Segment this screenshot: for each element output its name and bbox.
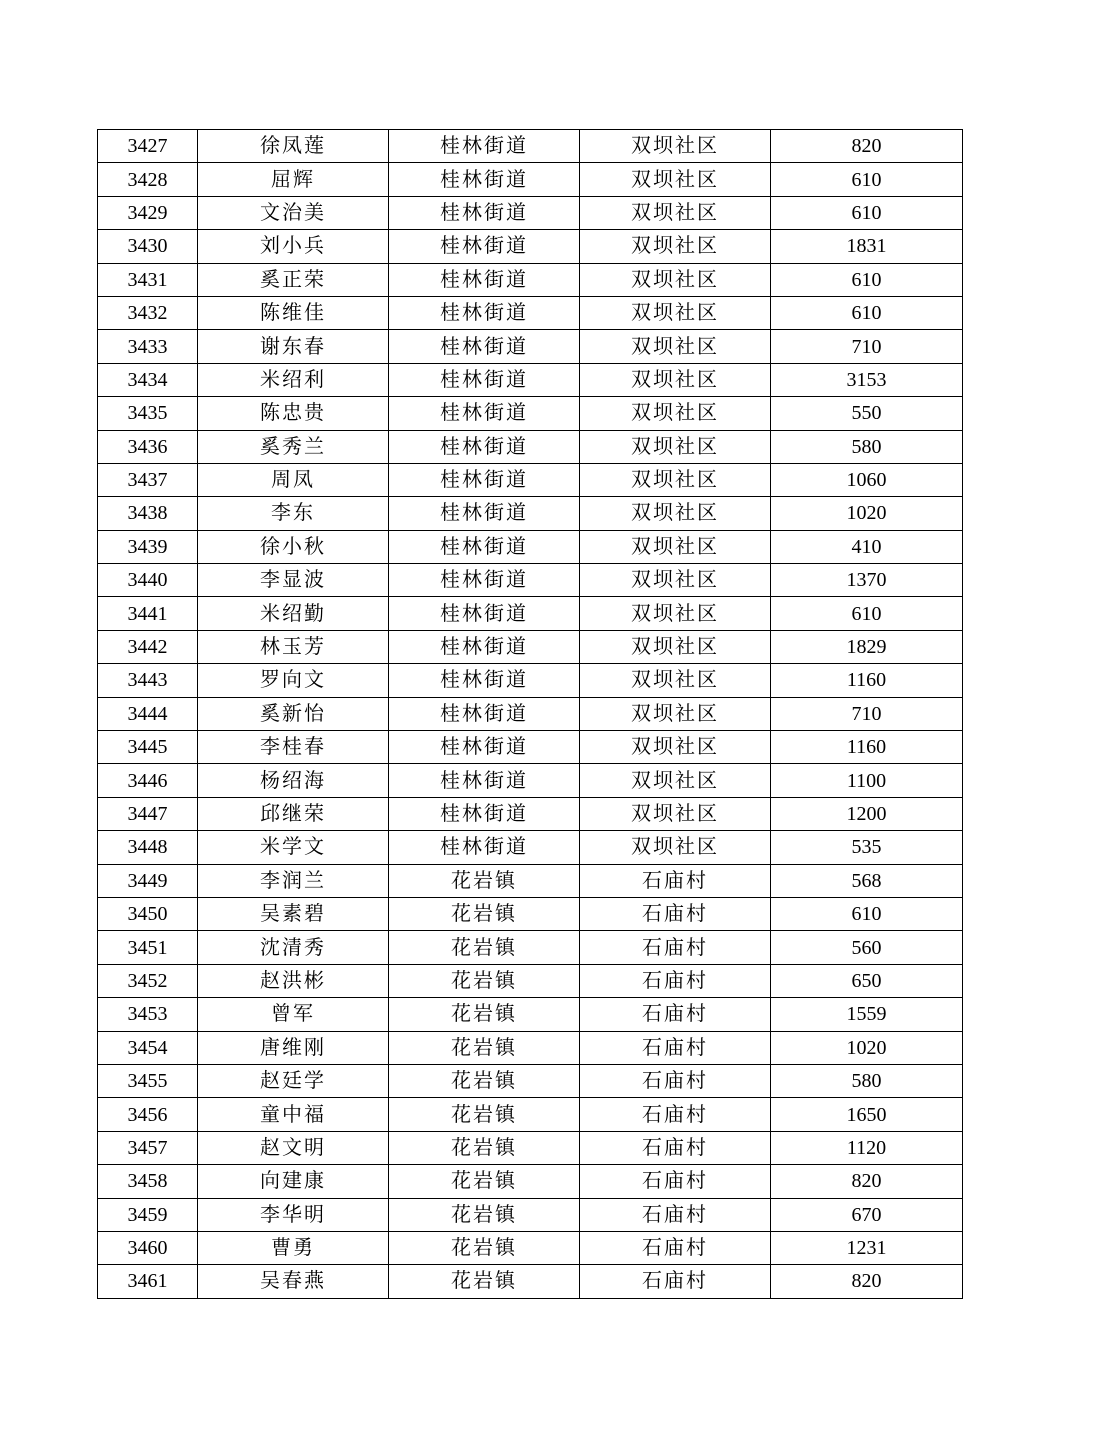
serial-number-cell: 3457 <box>98 1131 198 1164</box>
serial-number-cell: 3458 <box>98 1165 198 1198</box>
community-cell: 双坝社区 <box>580 296 771 329</box>
community-cell: 双坝社区 <box>580 564 771 597</box>
serial-number-cell: 3428 <box>98 163 198 196</box>
table-row <box>98 664 963 697</box>
serial-number-cell: 3453 <box>98 998 198 1031</box>
table-row <box>98 1165 963 1198</box>
community-cell: 双坝社区 <box>580 430 771 463</box>
street-cell: 桂林街道 <box>389 731 580 764</box>
name-cell: 林玉芳 <box>198 630 389 663</box>
serial-number-cell: 3443 <box>98 664 198 697</box>
table-row <box>98 130 963 163</box>
table-row <box>98 497 963 530</box>
amount-cell: 820 <box>771 1265 963 1298</box>
roster-table <box>97 129 963 1299</box>
amount-cell: 1370 <box>771 564 963 597</box>
street-cell: 桂林街道 <box>389 497 580 530</box>
community-cell: 双坝社区 <box>580 597 771 630</box>
community-cell: 石庙村 <box>580 897 771 930</box>
name-cell: 奚正荣 <box>198 263 389 296</box>
table-row <box>98 764 963 797</box>
serial-number-cell: 3442 <box>98 630 198 663</box>
street-cell: 桂林街道 <box>389 530 580 563</box>
street-cell: 桂林街道 <box>389 797 580 830</box>
serial-number-cell: 3437 <box>98 463 198 496</box>
community-cell: 双坝社区 <box>580 664 771 697</box>
community-cell: 双坝社区 <box>580 530 771 563</box>
community-cell: 双坝社区 <box>580 697 771 730</box>
street-cell: 桂林街道 <box>389 697 580 730</box>
street-cell: 花岩镇 <box>389 1064 580 1097</box>
community-cell: 双坝社区 <box>580 797 771 830</box>
name-cell: 杨绍海 <box>198 764 389 797</box>
street-cell: 花岩镇 <box>389 1198 580 1231</box>
amount-cell: 1231 <box>771 1231 963 1264</box>
name-cell: 文治美 <box>198 196 389 229</box>
amount-cell: 820 <box>771 1165 963 1198</box>
community-cell: 双坝社区 <box>580 130 771 163</box>
name-cell: 赵洪彬 <box>198 964 389 997</box>
serial-number-cell: 3461 <box>98 1265 198 1298</box>
community-cell: 石庙村 <box>580 1231 771 1264</box>
street-cell: 花岩镇 <box>389 998 580 1031</box>
amount-cell: 820 <box>771 130 963 163</box>
street-cell: 桂林街道 <box>389 196 580 229</box>
community-cell: 双坝社区 <box>580 230 771 263</box>
community-cell: 双坝社区 <box>580 831 771 864</box>
amount-cell: 1559 <box>771 998 963 1031</box>
name-cell: 赵廷学 <box>198 1064 389 1097</box>
amount-cell: 610 <box>771 597 963 630</box>
name-cell: 曾军 <box>198 998 389 1031</box>
table-row <box>98 1198 963 1231</box>
street-cell: 桂林街道 <box>389 296 580 329</box>
amount-cell: 610 <box>771 296 963 329</box>
street-cell: 桂林街道 <box>389 397 580 430</box>
amount-cell: 3153 <box>771 363 963 396</box>
serial-number-cell: 3451 <box>98 931 198 964</box>
amount-cell: 670 <box>771 1198 963 1231</box>
community-cell: 双坝社区 <box>580 397 771 430</box>
serial-number-cell: 3434 <box>98 363 198 396</box>
street-cell: 花岩镇 <box>389 1031 580 1064</box>
table-row <box>98 530 963 563</box>
name-cell: 刘小兵 <box>198 230 389 263</box>
community-cell: 石庙村 <box>580 1098 771 1131</box>
amount-cell: 610 <box>771 897 963 930</box>
table-row <box>98 330 963 363</box>
name-cell: 李显波 <box>198 564 389 597</box>
street-cell: 桂林街道 <box>389 630 580 663</box>
name-cell: 曹勇 <box>198 1231 389 1264</box>
amount-cell: 1160 <box>771 731 963 764</box>
table-row <box>98 864 963 897</box>
community-cell: 石庙村 <box>580 1031 771 1064</box>
amount-cell: 1100 <box>771 764 963 797</box>
street-cell: 花岩镇 <box>389 931 580 964</box>
community-cell: 双坝社区 <box>580 163 771 196</box>
name-cell: 赵文明 <box>198 1131 389 1164</box>
serial-number-cell: 3430 <box>98 230 198 263</box>
name-cell: 沈清秀 <box>198 931 389 964</box>
serial-number-cell: 3444 <box>98 697 198 730</box>
community-cell: 双坝社区 <box>580 263 771 296</box>
name-cell: 米绍勤 <box>198 597 389 630</box>
table-row <box>98 1098 963 1131</box>
amount-cell: 610 <box>771 263 963 296</box>
street-cell: 桂林街道 <box>389 263 580 296</box>
serial-number-cell: 3427 <box>98 130 198 163</box>
name-cell: 徐小秋 <box>198 530 389 563</box>
street-cell: 花岩镇 <box>389 1098 580 1131</box>
amount-cell: 1020 <box>771 1031 963 1064</box>
table-row <box>98 230 963 263</box>
community-cell: 双坝社区 <box>580 764 771 797</box>
serial-number-cell: 3429 <box>98 196 198 229</box>
amount-cell: 710 <box>771 330 963 363</box>
name-cell: 周凤 <box>198 463 389 496</box>
name-cell: 陈维佳 <box>198 296 389 329</box>
name-cell: 唐维刚 <box>198 1031 389 1064</box>
amount-cell: 550 <box>771 397 963 430</box>
amount-cell: 1160 <box>771 664 963 697</box>
amount-cell: 1060 <box>771 463 963 496</box>
community-cell: 石庙村 <box>580 1165 771 1198</box>
amount-cell: 535 <box>771 831 963 864</box>
table-row <box>98 1031 963 1064</box>
table-row <box>98 163 963 196</box>
table-row <box>98 731 963 764</box>
name-cell: 奚秀兰 <box>198 430 389 463</box>
amount-cell: 1650 <box>771 1098 963 1131</box>
street-cell: 桂林街道 <box>389 664 580 697</box>
table-row <box>98 931 963 964</box>
street-cell: 桂林街道 <box>389 764 580 797</box>
community-cell: 石庙村 <box>580 1131 771 1164</box>
serial-number-cell: 3456 <box>98 1098 198 1131</box>
street-cell: 花岩镇 <box>389 864 580 897</box>
name-cell: 童中福 <box>198 1098 389 1131</box>
street-cell: 桂林街道 <box>389 130 580 163</box>
table-row <box>98 397 963 430</box>
serial-number-cell: 3439 <box>98 530 198 563</box>
amount-cell: 580 <box>771 1064 963 1097</box>
name-cell: 陈忠贵 <box>198 397 389 430</box>
serial-number-cell: 3431 <box>98 263 198 296</box>
name-cell: 罗向文 <box>198 664 389 697</box>
serial-number-cell: 3448 <box>98 831 198 864</box>
serial-number-cell: 3447 <box>98 797 198 830</box>
serial-number-cell: 3450 <box>98 897 198 930</box>
amount-cell: 568 <box>771 864 963 897</box>
amount-cell: 650 <box>771 964 963 997</box>
serial-number-cell: 3460 <box>98 1231 198 1264</box>
community-cell: 石庙村 <box>580 1265 771 1298</box>
serial-number-cell: 3449 <box>98 864 198 897</box>
amount-cell: 610 <box>771 163 963 196</box>
serial-number-cell: 3432 <box>98 296 198 329</box>
name-cell: 邱继荣 <box>198 797 389 830</box>
community-cell: 石庙村 <box>580 864 771 897</box>
table-row <box>98 1064 963 1097</box>
name-cell: 李润兰 <box>198 864 389 897</box>
name-cell: 李华明 <box>198 1198 389 1231</box>
amount-cell: 610 <box>771 196 963 229</box>
name-cell: 吴素碧 <box>198 897 389 930</box>
name-cell: 李东 <box>198 497 389 530</box>
table-row <box>98 1265 963 1298</box>
name-cell: 米学文 <box>198 831 389 864</box>
serial-number-cell: 3446 <box>98 764 198 797</box>
amount-cell: 710 <box>771 697 963 730</box>
community-cell: 双坝社区 <box>580 196 771 229</box>
amount-cell: 1829 <box>771 630 963 663</box>
amount-cell: 580 <box>771 430 963 463</box>
table-row <box>98 964 963 997</box>
table-row <box>98 831 963 864</box>
community-cell: 石庙村 <box>580 998 771 1031</box>
table-row <box>98 363 963 396</box>
name-cell: 奚新怡 <box>198 697 389 730</box>
community-cell: 双坝社区 <box>580 497 771 530</box>
street-cell: 桂林街道 <box>389 463 580 496</box>
table-row <box>98 196 963 229</box>
table-row <box>98 998 963 1031</box>
amount-cell: 1200 <box>771 797 963 830</box>
serial-number-cell: 3433 <box>98 330 198 363</box>
serial-number-cell: 3455 <box>98 1064 198 1097</box>
street-cell: 桂林街道 <box>389 230 580 263</box>
table-row <box>98 263 963 296</box>
community-cell: 石庙村 <box>580 931 771 964</box>
community-cell: 双坝社区 <box>580 463 771 496</box>
table-row <box>98 1131 963 1164</box>
name-cell: 屈辉 <box>198 163 389 196</box>
name-cell: 李桂春 <box>198 731 389 764</box>
amount-cell: 1831 <box>771 230 963 263</box>
street-cell: 桂林街道 <box>389 163 580 196</box>
table-row <box>98 1231 963 1264</box>
amount-cell: 1120 <box>771 1131 963 1164</box>
serial-number-cell: 3440 <box>98 564 198 597</box>
street-cell: 花岩镇 <box>389 1165 580 1198</box>
street-cell: 花岩镇 <box>389 1265 580 1298</box>
table-row <box>98 296 963 329</box>
community-cell: 石庙村 <box>580 1198 771 1231</box>
street-cell: 花岩镇 <box>389 1231 580 1264</box>
table-row <box>98 597 963 630</box>
table-row <box>98 897 963 930</box>
street-cell: 桂林街道 <box>389 831 580 864</box>
community-cell: 石庙村 <box>580 964 771 997</box>
name-cell: 向建康 <box>198 1165 389 1198</box>
street-cell: 桂林街道 <box>389 363 580 396</box>
name-cell: 徐凤莲 <box>198 130 389 163</box>
community-cell: 双坝社区 <box>580 630 771 663</box>
table-row <box>98 697 963 730</box>
street-cell: 桂林街道 <box>389 564 580 597</box>
serial-number-cell: 3454 <box>98 1031 198 1064</box>
community-cell: 双坝社区 <box>580 363 771 396</box>
community-cell: 双坝社区 <box>580 731 771 764</box>
amount-cell: 1020 <box>771 497 963 530</box>
serial-number-cell: 3435 <box>98 397 198 430</box>
roster-table-body <box>98 130 963 1299</box>
street-cell: 桂林街道 <box>389 430 580 463</box>
table-row <box>98 630 963 663</box>
table-row <box>98 430 963 463</box>
street-cell: 桂林街道 <box>389 330 580 363</box>
serial-number-cell: 3459 <box>98 1198 198 1231</box>
table-row <box>98 564 963 597</box>
serial-number-cell: 3452 <box>98 964 198 997</box>
serial-number-cell: 3445 <box>98 731 198 764</box>
serial-number-cell: 3441 <box>98 597 198 630</box>
name-cell: 吴春燕 <box>198 1265 389 1298</box>
name-cell: 米绍利 <box>198 363 389 396</box>
street-cell: 花岩镇 <box>389 964 580 997</box>
street-cell: 桂林街道 <box>389 597 580 630</box>
street-cell: 花岩镇 <box>389 897 580 930</box>
serial-number-cell: 3436 <box>98 430 198 463</box>
community-cell: 石庙村 <box>580 1064 771 1097</box>
table-row <box>98 463 963 496</box>
amount-cell: 560 <box>771 931 963 964</box>
amount-cell: 410 <box>771 530 963 563</box>
community-cell: 双坝社区 <box>580 330 771 363</box>
table-row <box>98 797 963 830</box>
serial-number-cell: 3438 <box>98 497 198 530</box>
name-cell: 谢东春 <box>198 330 389 363</box>
street-cell: 花岩镇 <box>389 1131 580 1164</box>
